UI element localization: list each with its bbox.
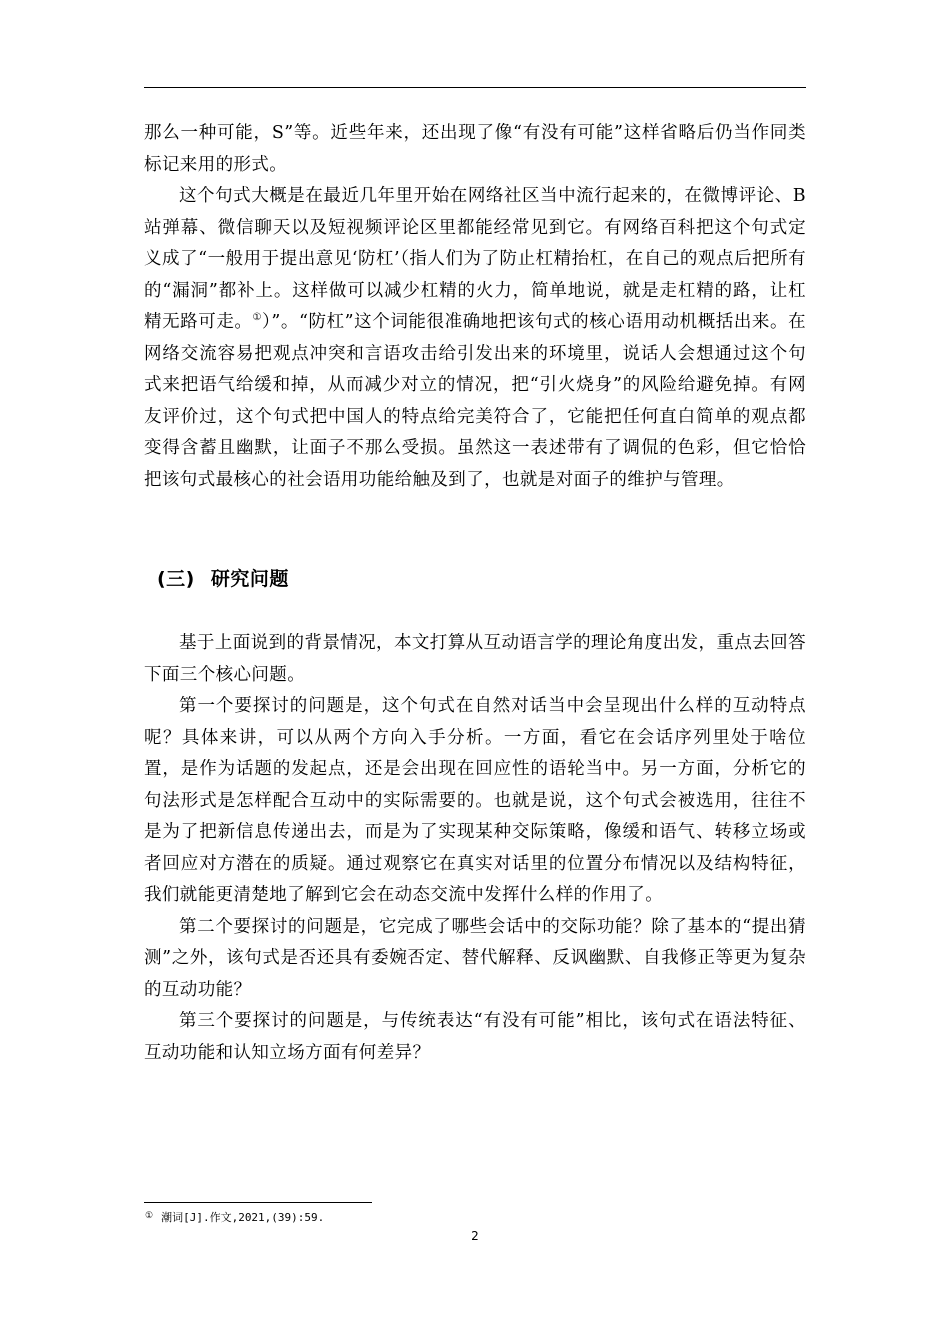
section-number: (三) bbox=[157, 568, 195, 590]
paragraph: 基于上面说到的背景情况，本文打算从互动语言学的理论角度出发，重点去回答下面三个核心问题。 bbox=[144, 633, 806, 685]
paragraph-text: ）”。“防杠”这个词能很准确地把该句式的核心语用动机概括出来。在网络交流容易把观点冲突和言语攻击给引发出来的环境里，说话人会想通过这个句式来把语气给缓和掉，从而减少对立的情况，把“引火烧身”的风险给避免掉。有网友评价过，这个句式把中国人的特点给完美符合了，它能把任何直白简单的观点都变得含蓄且幽默，让面子不那么受损。虽然这一表述带有了调侃的色彩，但它恰恰把该句式最核心的社会语用功能给触及到了，也就是对面子的维护与管理。 bbox=[144, 312, 806, 490]
footnote-mark: ① bbox=[145, 1211, 154, 1221]
footnote bbox=[145, 1208, 324, 1226]
body-text-top bbox=[144, 118, 806, 496]
paragraph-text: 这个句式大概是在最近几年里开始在网络社区当中流行起来的，在微博评论、B站弹幕、微信聊天以及短视频评论区里都能经常见到它。有网络百科把这个句式定义成了“一般用于提出意见‘防杠’（指人们为了防止杠精抬杠，在自己的观点后把所有的“漏洞”都补上。这样做可以减少杠精的火力，简单地说，就是走杠精的路，让杠精无路可走。 bbox=[144, 186, 806, 332]
header-rule bbox=[144, 87, 806, 88]
footnote-rule bbox=[144, 1202, 372, 1203]
footnote-reference[interactable]: ① bbox=[252, 312, 263, 323]
paragraph: 第一个要探讨的问题是，这个句式在自然对话当中会呈现出什么样的互动特点呢？具体来讲，可以从两个方向入手分析。一方面，看它在会话序列里处于啥位置，是作为话题的发起点，还是会出现在回应性的语轮当中。另一方面，分析它的句法形式是怎样配合互动中的实际需要的。也就是说，这个句式会被选用，往往不是为了把新信息传递出去，而是为了实现某种交际策略，像缓和语气、转移立场或者回应对方潜在的质疑。通过观察它在真实对话里的位置分布情况以及结构特征，我们就能更清楚地了解到它会在动态交流中发挥什么样的作用了。 bbox=[144, 696, 806, 905]
paragraph bbox=[144, 181, 806, 496]
section-heading bbox=[157, 564, 289, 594]
body-text-bottom bbox=[144, 628, 806, 1069]
page-number: 2 bbox=[471, 1229, 479, 1243]
section-title: 研究问题 bbox=[210, 568, 289, 590]
paragraph: 第三个要探讨的问题是，与传统表达“有没有可能”相比，该句式在语法特征、互动功能和认知立场方面有何差异？ bbox=[144, 1011, 806, 1063]
footnote-text: 潮词[J].作文,2021,(39):59. bbox=[161, 1211, 325, 1224]
paragraph: 那么一种可能，S”等。近些年来，还出现了像“有没有可能”这样省略后仍当作同类标记来用的形式。 bbox=[144, 123, 806, 175]
paragraph: 第二个要探讨的问题是，它完成了哪些会话中的交际功能？除了基本的“提出猜测”之外，该句式是否还具有委婉否定、替代解释、反讽幽默、自我修正等更为复杂的互动功能？ bbox=[144, 916, 806, 1000]
